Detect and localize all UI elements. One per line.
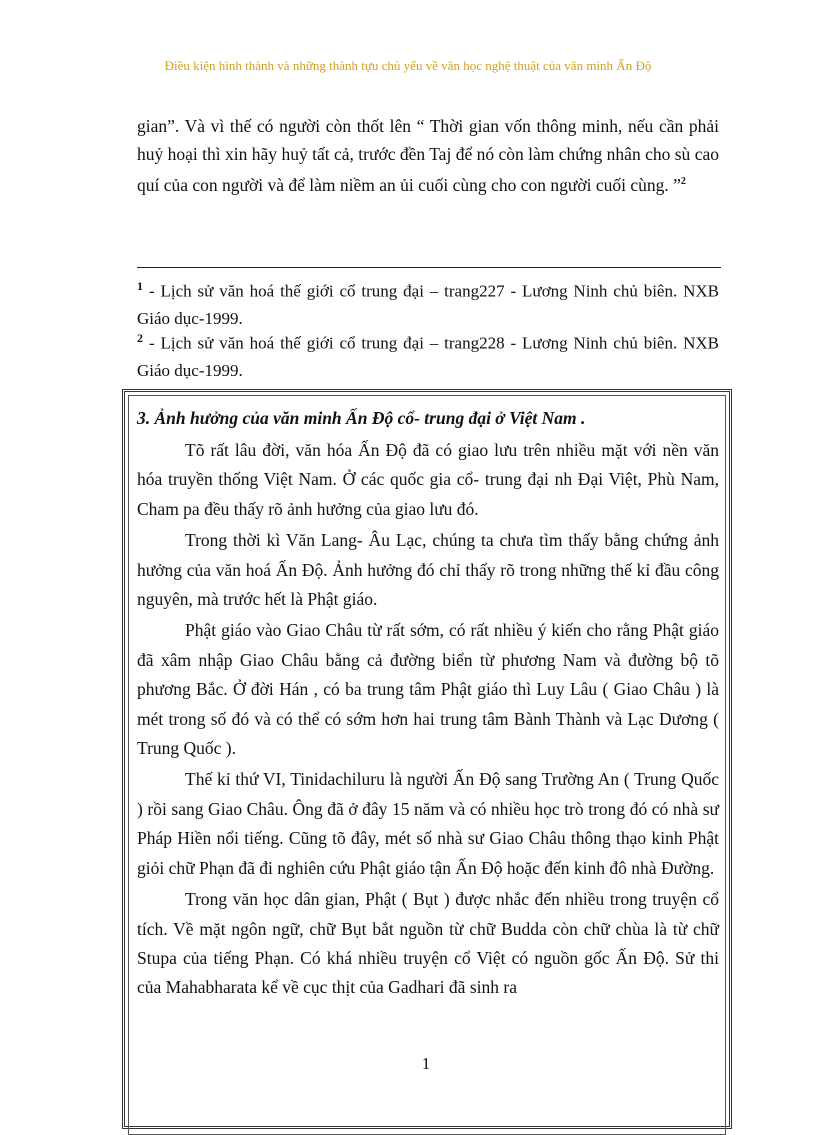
page-number: 1 (421, 1054, 431, 1073)
footnote-text: - Lịch sử văn hoá thế giới cổ trung đại – trang228 - Lương Ninh chủ biên. NXB Giáo dục-1999. (137, 333, 719, 380)
paragraph: Phật giáo vào Giao Châu từ rất sớm, có rất nhiều ý kiến cho rằng Phật giáo đã xâm nhập Giao Châu bằng cả đường biển từ phương Nam và đường bộ tõ phương Bắc. Ở đời Hán , có ba trung tâm Phật giáo thì Luy Lâu ( Giao Châu ) là mét trong số đó và có thể có sớm hơn hai trung tâm Bành Thành và Lạc Dương ( Trung Quốc ). (137, 620, 719, 759)
page-header: Điều kiện hình thành và những thành tựu chủ yếu về văn học nghệ thuật của văn minh Ấn Độ (164, 58, 652, 73)
footnote-number: 1 (137, 279, 143, 293)
paragraph: Trong thời kì Văn Lang- Âu Lạc, chúng ta chưa tìm thấy bằng chứng ảnh hưởng của văn hoá Ấn Độ. Ảnh hưởng đó chỉ thấy rõ trong những thế kỉ đầu công nguyên, mà trước hết là Phật giáo. (137, 530, 719, 610)
section-3 (137, 404, 719, 1005)
paragraph: Trong văn học dân gian, Phật ( Bụt ) được nhắc đến nhiều trong truyện cổ tích. Về mặt ngôn ngữ, chữ Bụt bắt nguồn từ chữ Budda còn chữ chùa là từ chữ Stupa của tiếng Phạn. Có khá nhiều truyện cổ Việt có nguồn gốc Ấn Độ. Sử thi của Mahabharata kể về cục thịt của Gadhari đã sinh ra (137, 889, 719, 998)
section-title: 3. Ảnh hưởng của văn minh Ấn Độ cổ- trung đại ở Việt Nam . (137, 408, 586, 428)
continuation-text: gian”. Và vì thế có người còn thốt lên “ Thời gian vốn thông minh, nếu cần phải huỷ hoại thì xin hãy huỷ tất cả, trước đền Taj để nó còn làm chứng nhân cho sù cao quí của con người và để làm niềm an ủi cuối cùng cho con người cuối cùng. ” (137, 116, 719, 195)
paragraph: Tõ rất lâu đời, văn hóa Ấn Độ đã có giao lưu trên nhiều mặt với nền văn hóa truyền thống Việt Nam. Ở các quốc gia cổ- trung đại nh Đại Việt, Phù Nam, Cham pa đều thấy rõ ảnh hưởng của giao lưu đó. (137, 440, 719, 519)
footnote-text: - Lịch sử văn hoá thế giới cổ trung đại – trang227 - Lương Ninh chủ biên. NXB Giáo dục-1999. (137, 281, 719, 328)
footnote-ref[interactable]: 2 (680, 176, 686, 187)
footnote-number: 2 (137, 331, 143, 345)
footnote-1 (137, 273, 719, 332)
paragraph: Thế kỉ thứ VI, Tinidachiluru là người Ấn Độ sang Trường An ( Trung Quốc ) rồi sang Giao Châu. Ông đã ở đây 15 năm và có nhiều học trò trong đó có nhà sư Pháp Hiền nổi tiếng. Cũng tõ đây, mét số nhà sư Giao Châu thông thạo kinh Phật giỏi chữ Phạn đã đi nghiên cứu Phật giáo tận Ấn Độ hoặc đến kinh đô nhà Đường. (137, 769, 719, 878)
footnote-divider (137, 267, 721, 268)
continuation-paragraph (137, 112, 719, 199)
footnote-2 (137, 325, 719, 384)
